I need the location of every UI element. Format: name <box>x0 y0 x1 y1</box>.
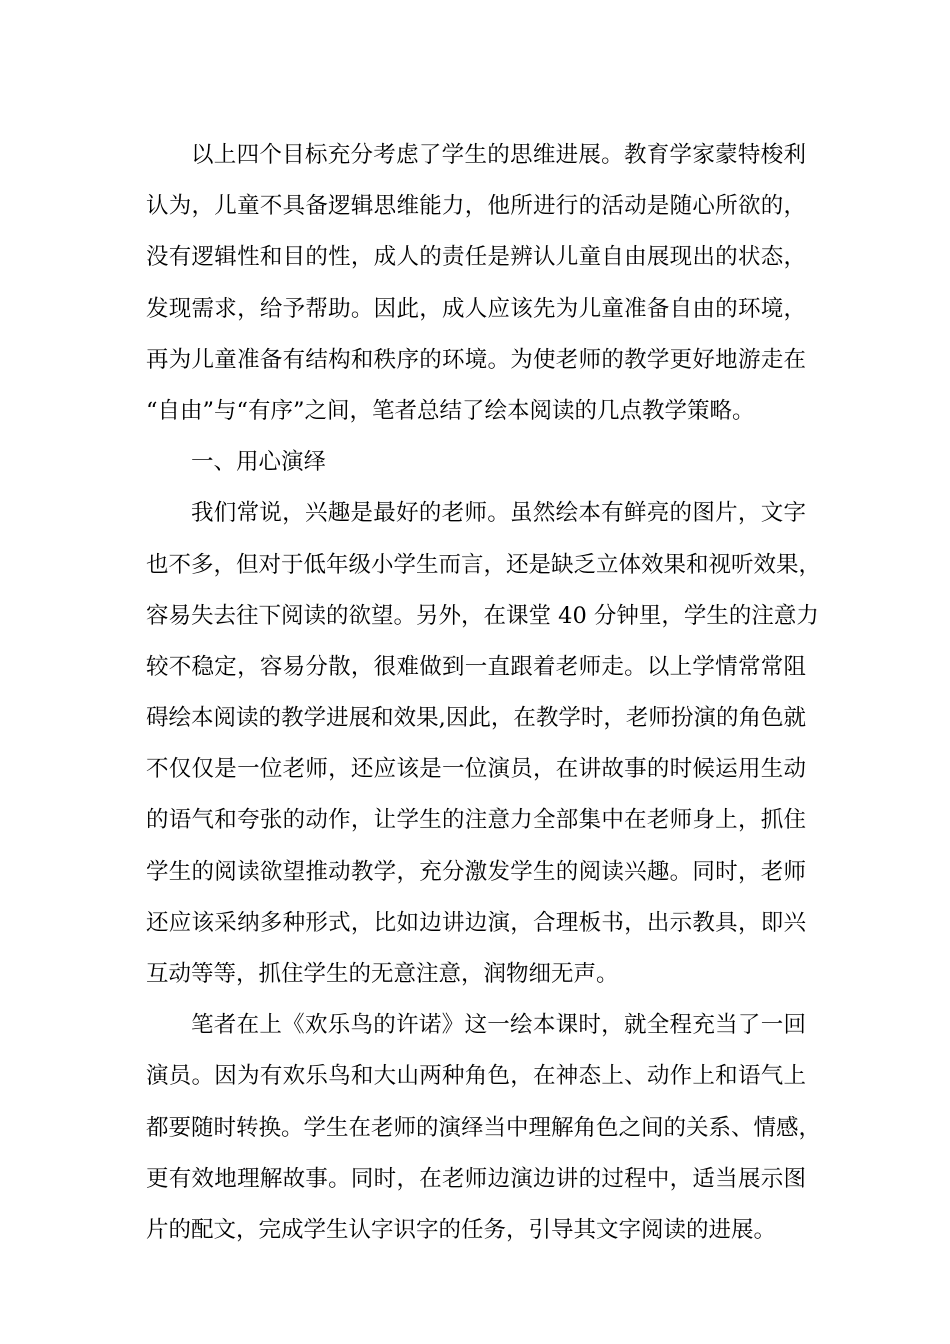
text-line: 认为，儿童不具备逻辑思维能力，他所进行的活动是随心所欲的， <box>146 193 806 220</box>
text-line: 的语气和夸张的动作，让学生的注意力全部集中在老师身上，抓住 <box>146 807 806 834</box>
text-line: 较不稳定，容易分散，很难做到一直跟着老师走。以上学情常常阻 <box>146 653 806 680</box>
text-line: 发现需求，给予帮助。因此，成人应该先为儿童准备自由的环境， <box>146 295 806 322</box>
paragraph-example <box>146 1000 822 1256</box>
text-line: 演员。因为有欢乐鸟和大山两种角色，在神态上、动作上和语气上 <box>146 1063 806 1090</box>
text-line: 以上四个目标充分考虑了学生的思维进展。教育学家蒙特梭利 <box>191 142 806 168</box>
text-line: 笔者在上《欢乐鸟的许诺》这一绘本课时，就全程充当了一回 <box>191 1012 806 1039</box>
document-body <box>146 130 822 1256</box>
text-line: 碍绘本阅读的教学进展和效果,因此，在教学时，老师扮演的角色就 <box>146 705 806 732</box>
text-line: “自由”与“有序”之间，笔者总结了绘本阅读的几点教学策略。 <box>146 397 755 424</box>
text-line: 不仅仅是一位老师，还应该是一位演员，在讲故事的时候运用生动 <box>146 756 806 783</box>
text-line: 我们常说，兴趣是最好的老师。虽然绘本有鲜亮的图片，文字 <box>191 500 806 527</box>
paragraph-interest <box>146 488 822 1000</box>
section-heading <box>146 437 806 488</box>
text-line: 都要随时转换。学生在老师的演绎当中理解角色之间的关系、情感， <box>146 1114 822 1141</box>
text-line: 也不多，但对于低年级小学生而言，还是缺乏立体效果和视听效果， <box>146 551 822 578</box>
text-line: 片的配文，完成学生认字识字的任务，引导其文字阅读的进展。 <box>146 1216 777 1243</box>
text-line: 更有效地理解故事。同时，在老师边演边讲的过程中，适当展示图 <box>146 1165 806 1192</box>
text-line: 再为儿童准备有结构和秩序的环境。为使老师的教学更好地游走在 <box>146 346 806 373</box>
paragraph-intro <box>146 130 806 437</box>
text-line: 没有逻辑性和目的性，成人的责任是辨认儿童自由展现出的状态， <box>146 244 806 271</box>
section-heading-text: 一、用心演绎 <box>191 449 327 476</box>
text-line: 还应该采纳多种形式，比如边讲边演，合理板书，出示教具，即兴 <box>146 909 806 936</box>
text-line: 容易失去往下阅读的欲望。另外，在课堂 40 分钟里，学生的注意力 <box>146 602 819 629</box>
text-line: 互动等等，抓住学生的无意注意，润物细无声。 <box>146 961 619 987</box>
text-line: 学生的阅读欲望推动教学，充分激发学生的阅读兴趣。同时，老师 <box>146 858 806 885</box>
